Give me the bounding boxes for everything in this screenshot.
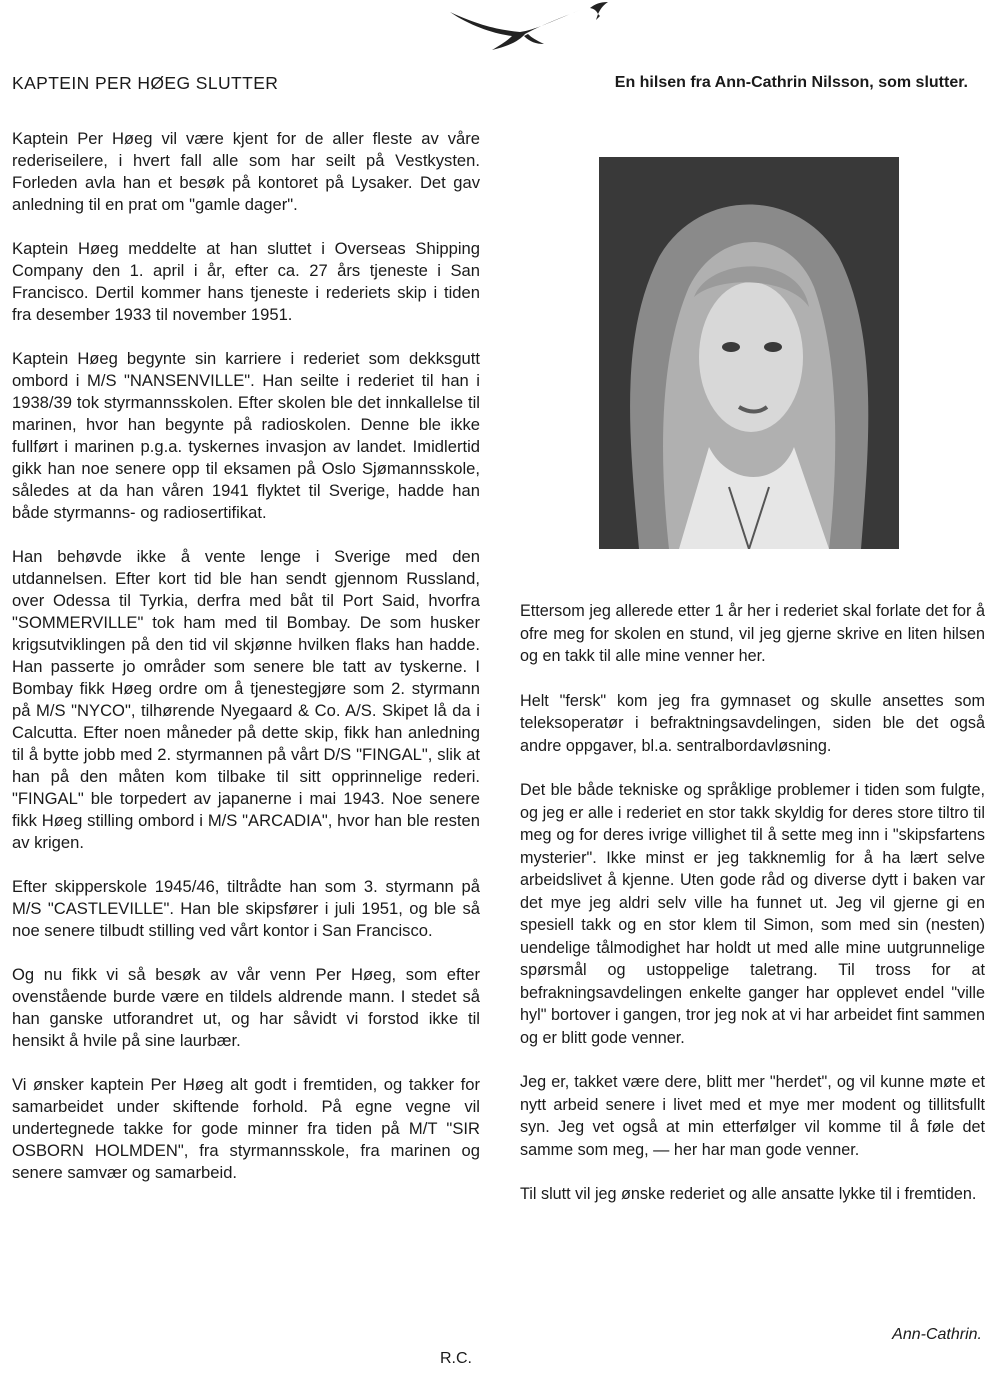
greeting-body: [520, 600, 985, 1228]
article-paragraph: Kaptein Høeg begynte sin karriere i rederiet som dekksgutt ombord i M/S "NANSENVILLE". Han seilte i rederiet til han i 1938/39 tok styrmannsskolen. Efter skolen ble det innkallelse til marinen, hvor han begynte på radioskolen. Denne ble ikke fullført i marinen p.g.a. tyskernes invasjon av landet. Imidlertid gikk han noe senere opp til eksamen på Oslo Sjømannsskole, således at da han våren 1941 flyktet til Sverige, hadde han både styrmanns- og radiosertifikat.: [12, 349, 480, 522]
greeting-paragraph: Ettersom jeg allerede etter 1 år her i rederiet skal forlate det for å ofre meg for skolen en stund, vil jeg gjerne skrive en liten hilsen og en takk til alle mine venner her.: [520, 602, 985, 665]
greeting-paragraph: Til slutt vil jeg ønske rederiet og alle ansatte lykke til i fremtiden.: [520, 1185, 977, 1203]
article-paragraph: Han behøvde ikke å vente lenge i Sverige med den utdannelsen. Efter kort tid ble han sendt gjennom Russland, over Odessa til Tyrkia, derfra med båt til Port Said, hvorfra "SOMMERVILLE" tok ham med til Bombay. De som husker krigsutviklingen på den tid vil skjønne hvilken flaks han hadde. Han passerte jo områder som senere ble tatt av tyskerne. I Bombay fikk Høeg ordre om å tjenestegjøre som 2. styrmann på M/S "NYCO", tilhørende Nyegaard & Co. A/S. Skipet lå da i Calcutta. Efter noen måneder på dette skip, fikk han anledning til å bytte jobb med 2. styrmannen på vårt D/S "FINGAL", slik at han på den måten kom tilbake til sitt opprinnelige rederi. "FINGAL" ble torpedert av japanerne i mai 1943. Noe senere fikk Høeg stilling ombord i M/S "ARCADIA", hvor han ble resten av krigen.: [12, 547, 480, 852]
greeting-header: [520, 70, 990, 96]
portrait-photo: [599, 157, 899, 549]
greeting-headline: En hilsen fra Ann-Cathrin Nilsson, som slutter.: [614, 74, 968, 91]
article-paragraph: Kaptein Per Høeg vil være kjent for de aller fleste av våre rederiseilere, i hvert fall alle som har seilt på Vestkysten. Forleden avla han et besøk på kontoret på Lysaker. Det gav anledning til en prat om "gamle dager".: [12, 129, 480, 214]
greeting-signature: Ann-Cathrin.: [892, 1326, 982, 1343]
article-signature: R.C.: [440, 1350, 472, 1367]
article-paragraph: Og nu fikk vi så besøk av vår venn Per Høeg, som efter ovenstående burde være en tildels aldrende mann. I stedet så han ganske utforandret ut, og har såvidt vi forstod ikke til hensikt å hvile på sine laurbær.: [12, 965, 480, 1050]
article-paragraph: Kaptein Høeg meddelte at han sluttet i Overseas Shipping Company den 1. april i år, efter ca. 27 års tjeneste i San Francisco. Dertil kommer hans tjeneste i rederiets skip i tiden fra desember 1933 til november 1951.: [12, 239, 480, 324]
seagull-illustration: [440, 0, 620, 62]
article-headline: KAPTEIN PER HØEG SLUTTER: [12, 73, 279, 93]
article-paragraph: Vi ønsker kaptein Per Høeg alt godt i fremtiden, og takker for samarbeidet under skiftende forhold. På egne vegne vil undertegnede takke for gode minner fra tiden på M/T "SIR OSBORN HOLMDEN", fra styrmannsskole, fra marinen og senere samvær og samarbeid.: [12, 1075, 480, 1182]
article-per-hoeg: [12, 70, 480, 1206]
greeting-paragraph: Det ble både tekniske og språklige problemer i tiden som fulgte, og jeg er alle i rederiet en stor takk skyldig for deres store tiltro til meg og for deres ivrige villighet til å sette meg inn i "skipsfartens mysterier". Ikke minst er jeg takknemlig for å ha lært selve arbeidslivet å kjenne. Uten gode råd og diverse dytt i baken var det mye jeg aldri selv ville ha funnet ut. Jeg vil gjerne gi en spesiell takk og en stor klem til Simon, som med sin (nesten) uendelige tålmodighet har holdt ut med alle mine uutgrunnelige spørsmål og ustoppelige taletrang. Til tross for at befrakningsavdelingen enkelte ganger har opplevet endel "ville hyl" bortover i gangen, tror jeg nok at vi har arbeidet fint sammen og er blitt gode venner.: [520, 781, 985, 1047]
greeting-paragraph: Jeg er, takket være dere, blitt mer "herdet", og vil kunne møte et nytt arbeid senere i livet med et mye mer modent og tillitsfullt syn. Jeg vet også at min etterfølger vil komme til å føle det samme som meg, — her har man gode venner.: [520, 1073, 985, 1159]
article-paragraph: Efter skipperskole 1945/46, tiltrådte han som 3. styrmann på M/S "CASTLEVILLE". Han ble skipsfører i juli 1951, og ble så noe senere tilbudt stilling ved vårt kontor i San Francisco.: [12, 877, 480, 940]
greeting-paragraph: Helt "fersk" kom jeg fra gymnaset og skulle ansettes som teleksoperatør i befraktningsavdelingen, siden ble det også andre oppgaver, bl.a. sentralbordavløsning.: [520, 691, 985, 755]
